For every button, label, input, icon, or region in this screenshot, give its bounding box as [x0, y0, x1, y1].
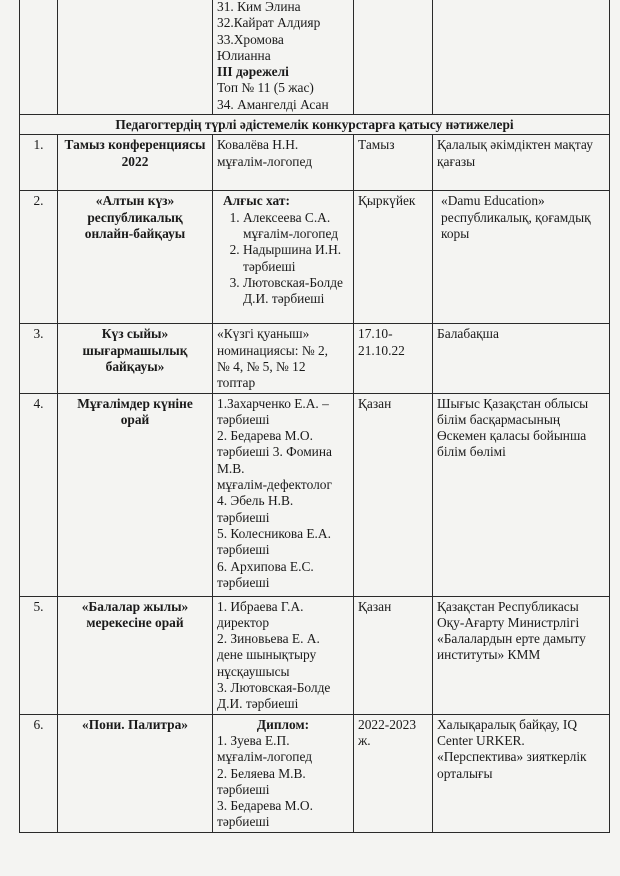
list-item: 1. Алексеева С.А. мұғалім-логопед — [243, 210, 349, 243]
group-label: Топ № 11 (5 жас) — [217, 80, 314, 96]
table-row — [20, 324, 610, 393]
result-cell: «Damu Education» республикалық, қоғамдық коры — [433, 191, 610, 324]
table-row — [20, 714, 610, 832]
row-number: 4. — [20, 393, 58, 596]
section-title: Педагогтердің түрлі әдістемелік конкурстарға қатысу нәтижелері — [20, 115, 610, 135]
participants-cell: Диплом: 1. Зуева Е.П. мұғалім-логопед 2. Беляева М.В. тәрбиеші 3. Бедарева М.О. тәрбиеші — [213, 714, 354, 832]
participants-list — [217, 210, 349, 308]
contest-title: Мұғалімдер күніне орай — [58, 393, 213, 596]
row-number: 1. — [20, 135, 58, 191]
results-table — [19, 0, 610, 833]
table-row-continuation — [20, 0, 610, 115]
participants-cell: Ковалёва Н.Н. мұғалім-логопед — [213, 135, 354, 191]
table-row — [20, 135, 610, 191]
result-cell: Қалалық әкімдіктен мақтау қағазы — [433, 135, 610, 191]
section-header-row — [20, 115, 610, 135]
date-cell: Қазан — [354, 393, 433, 596]
row-number: 6. — [20, 714, 58, 832]
result-cell: Шығыс Қазақстан облысы білім басқармасының Өскемен қаласы бойынша білім бөлімі — [433, 393, 610, 596]
list-item: Юлианна — [217, 47, 271, 63]
contest-title: «Пони. Палитра» — [58, 714, 213, 832]
degree-label: III дәрежелі — [217, 64, 289, 80]
date-cell: Тамыз — [354, 135, 433, 191]
date-cell: 2022-2023 ж. — [354, 714, 433, 832]
list-item: 3. Лютовская-Болде Д.И. тәрбиеші — [243, 275, 349, 308]
list-item: 2. Надыршина И.Н. тәрбиеші — [243, 242, 349, 275]
contest-title: «Балалар жылы» мерекесіне орай — [58, 596, 213, 714]
contest-title: «Алтын күз» республикалық онлайн-байқауы — [58, 191, 213, 324]
table-row — [20, 596, 610, 714]
contest-title: Тамыз конференциясы 2022 — [58, 135, 213, 191]
award-label: Диплом: — [256, 716, 310, 732]
table-row — [20, 191, 610, 324]
award-label: Алғыс хат: — [223, 193, 290, 209]
result-cell: Халықаралық байқау, IQ Center URKER. «Перспектива» зияткерлік орталығы — [433, 714, 610, 832]
date-cell: Қыркүйек — [354, 191, 433, 324]
participants-cell — [213, 191, 354, 324]
row-number: 3. — [20, 324, 58, 393]
participants-cell: 1.Захарченко Е.А. – тәрбиеші 2. Бедарева М.О. тәрбиеші 3. Фомина М.В. мұғалім-дефектолог 4. Эбель Н.В. тәрбиеші 5. Колесникова Е.А. тәрбиеші 6. Архипова Е.С. тәрбиеші — [213, 393, 354, 596]
winners-list-cell — [213, 0, 354, 115]
result-cell: Балабақша — [433, 324, 610, 393]
participants-cell: «Күзгі қуаныш» номинациясы: № 2, № 4, № 5, № 12 топтар — [213, 324, 354, 393]
list-item: 32.Кайрат Алдияр — [217, 15, 321, 31]
list-item: 33.Хромова — [217, 31, 284, 47]
list-item: 31. Ким Элина — [217, 0, 301, 14]
contest-title: Күз сыйы» шығармашылық байқауы» — [58, 324, 213, 393]
row-number: 5. — [20, 596, 58, 714]
table-row — [20, 393, 610, 596]
row-number: 2. — [20, 191, 58, 324]
date-cell: 17.10- 21.10.22 — [354, 324, 433, 393]
list-item: 34. Амангелді Асан — [217, 96, 329, 112]
participants-cell: 1. Ибраева Г.А. директор 2. Зиновьева Е. А. дене шынықтыру нұсқаушысы 3. Лютовская-Болде Д.И. тәрбиеші — [213, 596, 354, 714]
date-cell: Қазан — [354, 596, 433, 714]
result-cell: Қазақстан Республикасы Оқу-Ағарту Министрлігі «Балалардын ерте дамыту институты» КММ — [433, 596, 610, 714]
